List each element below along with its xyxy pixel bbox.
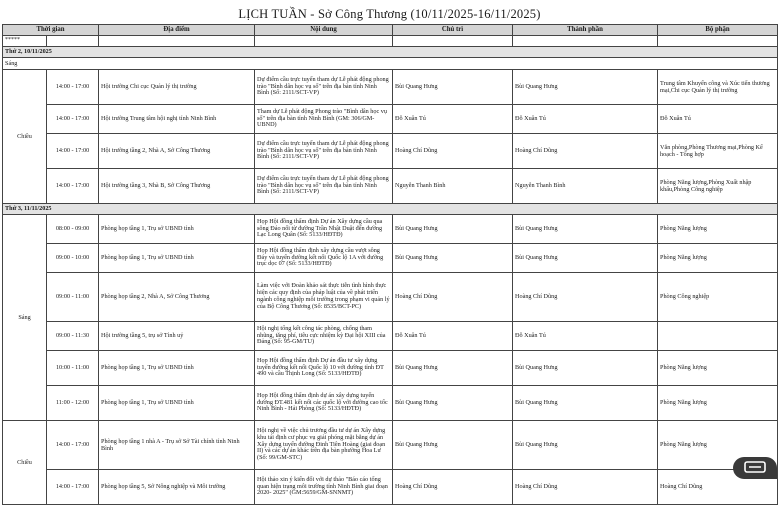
event-time: 14:00 - 17:00: [47, 70, 99, 105]
filter-participants[interactable]: [513, 36, 658, 47]
session-label: Chiều: [3, 421, 47, 505]
event-content: Dự điểm cầu trực tuyến tham dự Lễ phát động phong trào "Bình dân học vụ số" trên địa bàn tỉnh Ninh Bình (Số: 2111/SCT-VP): [255, 70, 393, 105]
event-department: Hoàng Chí Dũng: [658, 470, 778, 505]
event-chair: Bùi Quang Hưng: [393, 351, 513, 386]
event-location: Phòng họp tầng 1, Trụ sở UBND tỉnh: [99, 244, 255, 273]
event-participants: Bùi Quang Hưng: [513, 421, 658, 470]
table-row[interactable]: [3, 322, 778, 351]
session-label: Chiều: [3, 70, 47, 204]
event-content: Dự điểm cầu trực tuyến tham dự Lễ phát động phong trào "Bình dân học vụ số" trên địa bàn tỉnh Ninh Bình (Số: 2111/SCT-VP): [255, 169, 393, 204]
event-department: Phòng Năng lượng: [658, 244, 778, 273]
page-title: LỊCH TUẦN - Sở Công Thương (10/11/2025-16/11/2025): [238, 7, 541, 21]
event-content: Tham dự Lễ phát động Phong trào "Bình dân học vụ số" trên địa bàn tỉnh Ninh Bình (GM: 306/GM-UBND): [255, 105, 393, 134]
event-time: 09:00 - 11:00: [47, 273, 99, 322]
table-row[interactable]: [3, 169, 778, 204]
table-row[interactable]: [3, 386, 778, 421]
session-label: Sáng: [3, 58, 778, 70]
event-participants: Bùi Quang Hưng: [513, 215, 658, 244]
event-location: Phòng họp tầng 1, Trụ sở UBND tỉnh: [99, 215, 255, 244]
table-row[interactable]: [3, 273, 778, 322]
table-row[interactable]: [3, 351, 778, 386]
event-location: Phòng họp tầng 1, Trụ sở UBND tỉnh: [99, 351, 255, 386]
event-participants: Hoàng Chí Dũng: [513, 273, 658, 322]
event-department: Phòng Năng lượng: [658, 386, 778, 421]
event-location: Phòng họp tầng 1 nhà A - Trụ sở Sở Tài chính tỉnh Ninh Bình: [99, 421, 255, 470]
event-content: Họp Hội đồng thẩm định Dự án Xây dựng cầu qua sông Đáo nối từ đường Trần Nhật Duật đến đường Lạc Long Quân (Số: 5133/HĐTĐ): [255, 215, 393, 244]
filter-location[interactable]: [99, 36, 255, 47]
event-location: Phòng họp tầng 5, Sở Nông nghiệp và Môi trường: [99, 470, 255, 505]
schedule-table: [2, 24, 778, 505]
event-chair: Đỗ Xuân Tú: [393, 105, 513, 134]
event-chair: Nguyễn Thanh Bình: [393, 169, 513, 204]
event-department: Phòng Năng lượng,Phòng Xuất nhập khẩu,Phòng Công nghiệp: [658, 169, 778, 204]
event-department: Phòng Năng lượng: [658, 421, 778, 470]
event-chair: Hoàng Chí Dũng: [393, 134, 513, 169]
table-row[interactable]: [3, 134, 778, 169]
event-chair: Bùi Quang Hưng: [393, 215, 513, 244]
event-time: 14:00 - 17:00: [47, 169, 99, 204]
event-location: Hội trường Trung tâm hội nghị tỉnh Ninh Bình: [99, 105, 255, 134]
event-department: Phòng Năng lượng: [658, 215, 778, 244]
filter-time[interactable]: *****: [3, 36, 47, 47]
event-participants: Nguyễn Thanh Bình: [513, 169, 658, 204]
event-time: 08:00 - 09:00: [47, 215, 99, 244]
event-department: Văn phòng,Phòng Thương mại,Phòng Kế hoạch - Tổng hợp: [658, 134, 778, 169]
chat-bubble-icon: [743, 461, 767, 475]
col-header-content: Nội dung: [255, 25, 393, 36]
day-group-row: [3, 204, 778, 215]
event-participants: Đỗ Xuân Tú: [513, 322, 658, 351]
event-time: 09:00 - 10:00: [47, 244, 99, 273]
event-department: Phòng Công nghiệp: [658, 273, 778, 322]
event-location: Hội trường tầng 2, Nhà A, Sở Công Thương: [99, 134, 255, 169]
event-content: Họp Hội đồng thẩm định Dự án đầu tư xây dựng tuyến đường kết nối Quốc lộ 10 với đường tỉnh ĐT 490 và cầu Thịnh Long (Số: 5133/HĐTĐ): [255, 351, 393, 386]
col-header-department: Bộ phận: [658, 25, 778, 36]
table-row[interactable]: [3, 215, 778, 244]
day-label: Thứ 3, 11/11/2025: [3, 204, 778, 215]
event-chair: Đỗ Xuân Tú: [393, 322, 513, 351]
col-header-time: Thời gian: [3, 25, 99, 36]
event-chair: Hoàng Chí Dũng: [393, 273, 513, 322]
filter-blank[interactable]: [47, 36, 99, 47]
chat-button[interactable]: [733, 457, 777, 479]
event-content: Hội thảo xin ý kiến đối với dự thảo "Báo cáo tổng quan hiện trạng môi trường tỉnh Ninh Bình giai đoạn 2020- 2025" (GM:5659/GM-SNNMT): [255, 470, 393, 505]
event-content: Làm việc với Đoàn khảo sát thực tiễn tình hình thực hiện các quy định của pháp luật của về phát triển ngành công nghiệp môi trường trong phạm vi quản lý của Bộ Công Thương (Số: 8535/BCT-PC): [255, 273, 393, 322]
event-location: Hội trường tầng 5, trụ sở Tỉnh uỷ: [99, 322, 255, 351]
event-participants: Hoàng Chí Dũng: [513, 470, 658, 505]
filter-content[interactable]: [255, 36, 393, 47]
table-row[interactable]: [3, 105, 778, 134]
col-header-location: Địa điểm: [99, 25, 255, 36]
filter-row: [3, 36, 778, 47]
event-content: Hội nghị về việc chủ trương đầu tư dự án Xây dựng khu tái định cư phục vụ giải phóng mặt bằng dự án Xây dựng tuyến đường Đinh Tiên Hoàng (giai đoạn II) và các dự án khác trên địa bàn phường Hoa Lư (Số: 99/GM-STC): [255, 421, 393, 470]
event-content: Họp Hội đồng thẩm định xây dựng cầu vượt sông Đáy và tuyến đường kết nối Quốc lộ 1A với đường trục dọc 07 (Số: 5133/HĐTĐ): [255, 244, 393, 273]
col-header-chair: Chủ trì: [393, 25, 513, 36]
filter-department[interactable]: [658, 36, 778, 47]
event-participants: Bùi Quang Hưng: [513, 244, 658, 273]
event-department: Đỗ Xuân Tú: [658, 105, 778, 134]
event-participants: Hoàng Chí Dũng: [513, 134, 658, 169]
event-chair: Bùi Quang Hưng: [393, 386, 513, 421]
event-department: Trung tâm Khuyến công và Xúc tiến thương mại,Chi cục Quản lý thị trường: [658, 70, 778, 105]
event-location: Phòng họp tầng 1, Trụ sở UBND tỉnh: [99, 386, 255, 421]
event-location: Hội trường tầng 3, Nhà B, Sở Công Thương: [99, 169, 255, 204]
table-row[interactable]: [3, 244, 778, 273]
event-participants: Bùi Quang Hưng: [513, 70, 658, 105]
event-time: 11:00 - 12:00: [47, 386, 99, 421]
table-row[interactable]: [3, 421, 778, 470]
table-row[interactable]: [3, 70, 778, 105]
day-label: Thứ 2, 10/11/2025: [3, 47, 778, 58]
filter-chair[interactable]: [393, 36, 513, 47]
event-time: 14:00 - 17:00: [47, 105, 99, 134]
event-chair: Bùi Quang Hưng: [393, 244, 513, 273]
session-row-empty: [3, 58, 778, 70]
day-group-row: [3, 47, 778, 58]
event-time: 10:00 - 11:00: [47, 351, 99, 386]
event-participants: Bùi Quang Hưng: [513, 386, 658, 421]
col-header-participants: Thành phần: [513, 25, 658, 36]
event-department: [658, 322, 778, 351]
event-chair: Bùi Quang Hưng: [393, 70, 513, 105]
event-time: 14:00 - 17:00: [47, 134, 99, 169]
event-participants: Bùi Quang Hưng: [513, 351, 658, 386]
event-content: Hội nghị tổng kết công tác phòng, chống tham nhũng, tăng phí, tiêu cực nhiệm kỳ Đại hội XIII của Đảng (Số: 95-GM/TU): [255, 322, 393, 351]
event-location: Phòng họp tầng 2, Nhà A, Sở Công Thương: [99, 273, 255, 322]
event-chair: Bùi Quang Hưng: [393, 421, 513, 470]
event-content: Họp Hội đồng thẩm định dự án xây dựng tuyến đường ĐT.481 kết nối các quốc lộ với đường cao tốc Ninh Bình - Hải Phòng (Số: 5133/HĐTĐ): [255, 386, 393, 421]
table-row[interactable]: [3, 470, 778, 505]
event-time: 09:00 - 11:30: [47, 322, 99, 351]
event-chair: Hoàng Chí Dũng: [393, 470, 513, 505]
event-location: Hội trường Chi cục Quản lý thị trường: [99, 70, 255, 105]
event-time: 14:00 - 17:00: [47, 470, 99, 505]
event-department: Phòng Năng lượng: [658, 351, 778, 386]
session-label: Sáng: [3, 215, 47, 421]
event-time: 14:00 - 17:00: [47, 421, 99, 470]
event-content: Dự điểm cầu trực tuyến tham dự Lễ phát động phong trào "Bình dân học vụ số" trên địa bàn tỉnh Ninh Bình (Số: 2111/SCT-VP): [255, 134, 393, 169]
event-participants: Đỗ Xuân Tú: [513, 105, 658, 134]
